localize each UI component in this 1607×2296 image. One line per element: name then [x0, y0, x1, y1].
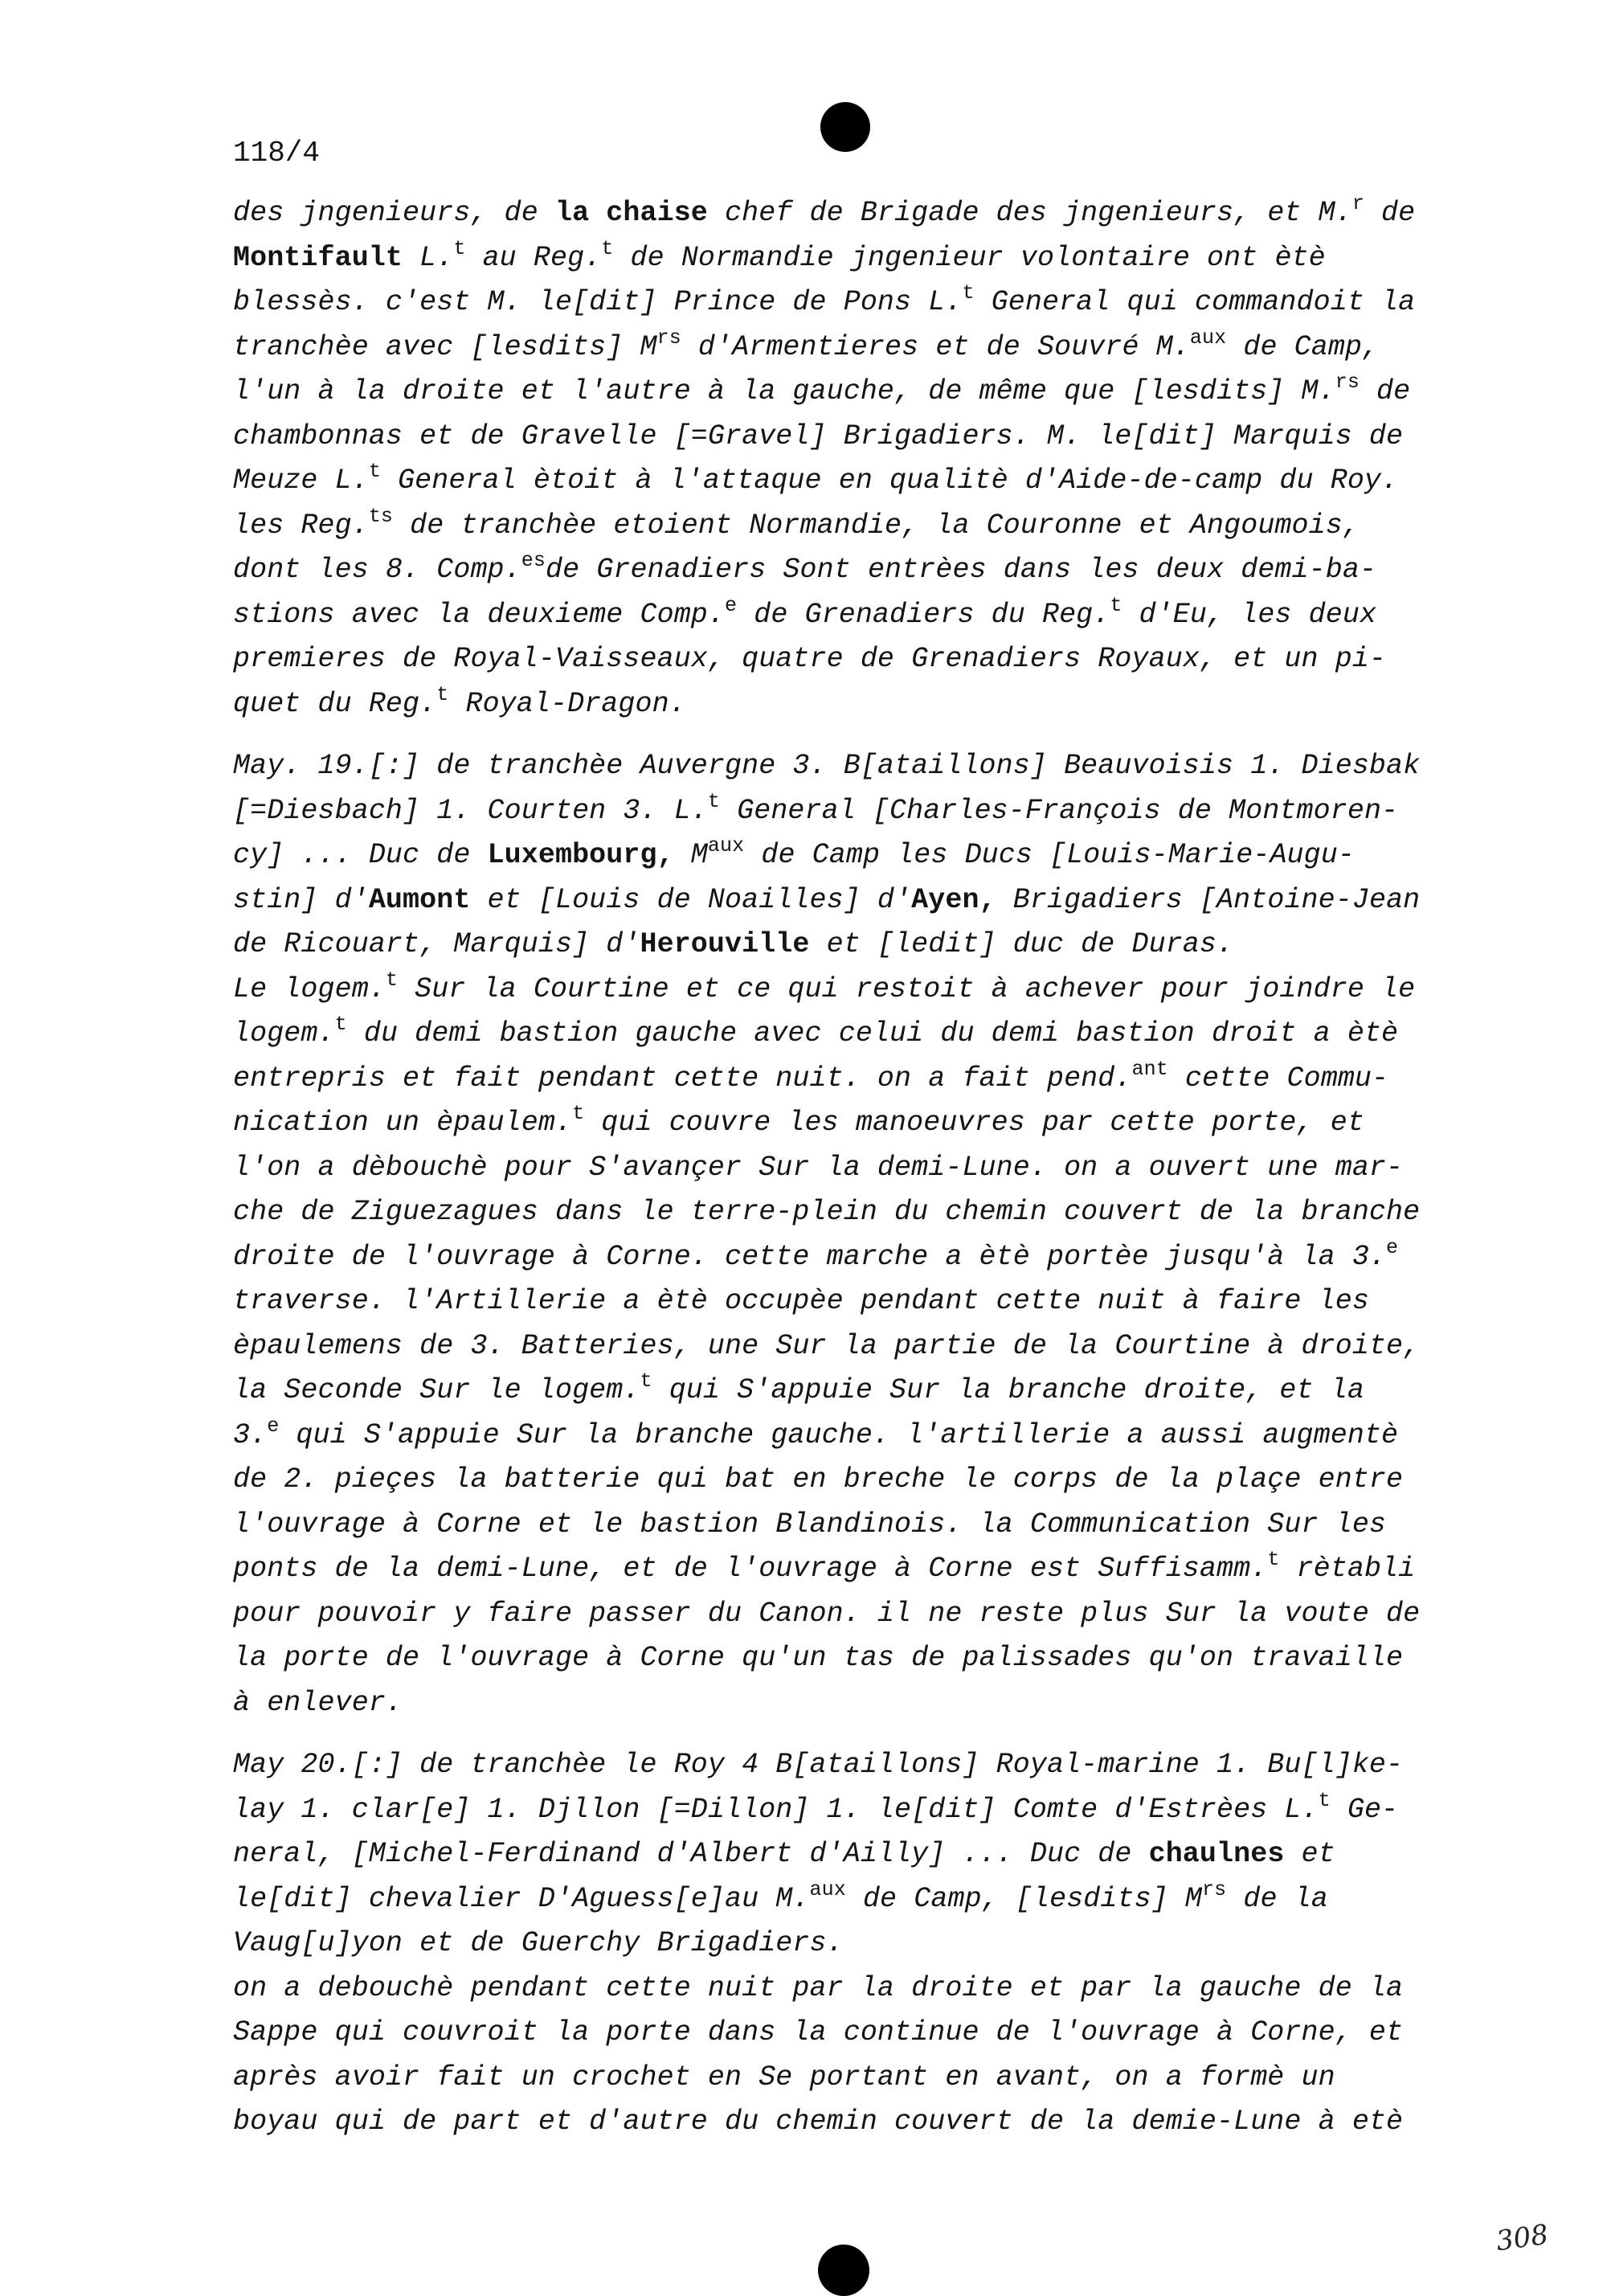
text-run: de Ricouart, Marquis] d' — [233, 928, 640, 960]
text-run: Meuze L. — [233, 465, 369, 497]
text-run: ponts de la demi-Lune, et de l'ouvrage à Corne est Suffisamm. — [233, 1553, 1268, 1585]
text-line — [233, 1146, 1462, 1191]
text-run: lay 1. clar[e] 1. Djllon [=Dillon] 1. le[dit] Comte d'Estrèes L. — [233, 1793, 1319, 1826]
superscript-abbrev: rs — [1335, 370, 1360, 394]
text-run: premieres de Royal-Vaisseaux, quatre de Grenadiers Royaux, et un pi- — [233, 643, 1387, 675]
text-line — [233, 370, 1462, 415]
text-line — [233, 1190, 1462, 1235]
text-line — [233, 1369, 1462, 1414]
text-run: droite de l'ouvrage à Corne. cette marche a ètè portèe jusqu'à la 3. — [233, 1240, 1387, 1273]
text-line — [233, 682, 1462, 727]
superscript-abbrev: t — [334, 1013, 347, 1036]
text-line — [233, 1967, 1462, 2012]
text-run: May 20.[:] de tranchèe le Roy 4 B[ataillons] Royal-marine 1. Bu[l]ke- — [233, 1749, 1404, 1781]
text-run: tranchèe avec [lesdits] M — [233, 330, 657, 363]
text-run: à enlever. — [233, 1686, 403, 1719]
text-line — [233, 1922, 1462, 1967]
text-line — [233, 2011, 1462, 2056]
text-run: et [Louis de Noailles] d' — [470, 883, 912, 916]
text-run: Le logem. — [233, 972, 386, 1005]
text-line — [233, 637, 1462, 682]
text-line — [233, 1832, 1462, 1877]
text-line — [233, 1681, 1462, 1726]
text-run: de tranchèe etoient Normandie, la Couronne et Angoumois, — [393, 509, 1360, 542]
superscript-abbrev: t — [707, 789, 721, 813]
text-run: et — [1284, 1838, 1335, 1870]
text-run: [=Diesbach] 1. Courten 3. L. — [233, 794, 708, 827]
text-run: cette Commu- — [1167, 1062, 1389, 1095]
text-run: L. — [403, 241, 454, 274]
text-run: qui couvre les manoeuvres par cette porte, et — [584, 1107, 1364, 1139]
superscript-abbrev: t — [436, 682, 449, 706]
text-run: General [Charles-François de Montmoren- — [720, 794, 1399, 827]
text-run: et [ledit] duc de Duras. — [809, 928, 1234, 960]
text-run: quet du Reg. — [233, 687, 437, 720]
paragraph — [233, 744, 1462, 1725]
text-run: de Normandie jngenieur volontaire ont ètè — [613, 241, 1326, 274]
text-line — [233, 1235, 1462, 1280]
superscript-abbrev: t — [453, 236, 466, 260]
text-run: de la — [1226, 1882, 1328, 1915]
text-run: de — [1364, 197, 1416, 229]
text-run: nication un èpaulem. — [233, 1107, 573, 1139]
superscript-abbrev: ts — [368, 504, 394, 528]
superscript-abbrev: t — [1318, 1788, 1331, 1812]
text-run: M — [673, 839, 708, 871]
paragraph — [233, 1743, 1462, 2145]
text-run: che de Ziguezagues dans le terre-plein du chemin couvert de la branche — [233, 1196, 1421, 1228]
text-run: on a debouchè pendant cette nuit par la droite et par la gauche de la — [233, 1971, 1404, 2004]
text-run: l'ouvrage à Corne et le bastion Blandinois. la Communication Sur les — [233, 1508, 1387, 1541]
text-line — [233, 833, 1462, 878]
transcription-body — [233, 191, 1462, 2163]
text-line — [233, 459, 1462, 504]
superscript-abbrev: es — [521, 549, 546, 572]
text-run: General qui commandoit la — [974, 286, 1416, 318]
text-run: Sur la Courtine et ce qui restoit à achever pour joindre le — [398, 972, 1416, 1005]
text-line — [233, 236, 1462, 281]
text-run: après avoir fait un crochet en Se portant en avant, on a formè un — [233, 2061, 1335, 2093]
text-line — [233, 1788, 1462, 1833]
text-line — [233, 548, 1462, 593]
superscript-abbrev: e — [1386, 1235, 1399, 1259]
bold-name: Luxembourg, — [487, 839, 674, 871]
superscript-abbrev: t — [1267, 1548, 1280, 1571]
bottom-punch-mark — [818, 2245, 869, 2296]
text-line — [233, 878, 1462, 923]
text-line — [233, 191, 1462, 236]
text-line — [233, 325, 1462, 370]
text-line — [233, 504, 1462, 549]
text-run: de — [1359, 375, 1411, 407]
folio-stamp: 308 — [1494, 2218, 1551, 2258]
superscript-abbrev: rs — [1202, 1877, 1227, 1901]
text-run: qui S'appuie Sur la branche gauche. l'artillerie a aussi augmentè — [279, 1418, 1399, 1451]
text-run: Vaug[u]yon et de Guerchy Brigadiers. — [233, 1927, 844, 1959]
superscript-abbrev: aux — [809, 1877, 846, 1901]
text-line — [233, 789, 1462, 834]
text-run: General ètoit à l'attaque en qualitè d'Aide-de-camp du Roy. — [380, 465, 1399, 497]
text-run: stin] d' — [233, 883, 369, 916]
paragraph — [233, 191, 1462, 726]
text-run: la Seconde Sur le logem. — [233, 1374, 640, 1406]
text-line — [233, 280, 1462, 325]
text-line — [233, 1636, 1462, 1681]
bold-name: la chaise — [554, 197, 708, 229]
text-run: d'Eu, les deux — [1122, 598, 1377, 631]
text-run: de Camp les Ducs [Louis-Marie-Augu- — [744, 839, 1355, 871]
superscript-abbrev: ant — [1131, 1057, 1168, 1081]
text-line — [233, 1414, 1462, 1459]
text-run: Ge- — [1330, 1793, 1399, 1826]
text-line — [233, 1503, 1462, 1548]
punch-hole-mark — [820, 102, 870, 152]
text-run: pour pouvoir y faire passer du Canon. il ne reste plus Sur la voute de — [233, 1597, 1421, 1630]
superscript-abbrev: t — [640, 1369, 652, 1393]
superscript-abbrev: aux — [707, 834, 745, 857]
text-run: qui S'appuie Sur la branche droite, et la — [652, 1374, 1364, 1406]
text-run: dont les 8. Comp. — [233, 554, 521, 586]
bold-name: Herouville — [640, 928, 810, 960]
text-run: du demi bastion gauche avec celui du demi bastion droit a ètè — [346, 1017, 1399, 1050]
superscript-abbrev: r — [1351, 192, 1364, 215]
text-run: des jngenieurs, de — [233, 197, 555, 229]
text-line — [233, 1877, 1462, 1922]
page-number: 118/4 — [233, 137, 321, 170]
text-run: la porte de l'ouvrage à Corne qu'un tas de palissades qu'on travaille — [233, 1642, 1404, 1674]
text-line — [233, 593, 1462, 638]
text-run: blessès. c'est M. le[dit] Prince de Pons L. — [233, 286, 963, 318]
superscript-abbrev: t — [601, 236, 614, 260]
text-run: Sappe qui couvroit la porte dans la continue de l'ouvrage à Corne, et — [233, 2016, 1404, 2048]
text-run: logem. — [233, 1017, 335, 1050]
text-run: les Reg. — [233, 509, 369, 542]
text-line — [233, 1592, 1462, 1637]
text-run: l'un à la droite et l'autre à la gauche, de même que [lesdits] M. — [233, 375, 1335, 407]
superscript-abbrev: t — [1110, 593, 1122, 617]
text-run: de Camp, [lesdits] M — [845, 1882, 1203, 1915]
text-run: May. 19.[:] de tranchèe Auvergne 3. B[ataillons] Beauvoisis 1. Diesbak — [233, 750, 1421, 782]
text-line — [233, 1547, 1462, 1592]
text-line — [233, 2100, 1462, 2145]
text-run: rètabli — [1279, 1553, 1416, 1585]
text-line — [233, 1324, 1462, 1369]
text-run: chef de Brigade des jngenieurs, et M. — [707, 197, 1352, 229]
bold-name: Montifault — [233, 241, 403, 274]
text-line — [233, 1279, 1462, 1324]
text-run: Royal-Dragon. — [448, 687, 686, 720]
text-run: entrepris et fait pendant cette nuit. on a fait pend. — [233, 1062, 1132, 1095]
text-run: de Camp, — [1226, 330, 1380, 363]
text-run: traverse. l'Artillerie a ètè occupèe pendant cette nuit à faire les — [233, 1285, 1369, 1317]
text-line — [233, 923, 1462, 968]
text-run: cy] ... Duc de — [233, 839, 488, 871]
superscript-abbrev: aux — [1189, 325, 1227, 350]
bold-name: Aumont — [368, 883, 471, 916]
text-run: stions avec la deuxieme Comp. — [233, 598, 725, 631]
superscript-abbrev: t — [572, 1102, 585, 1125]
superscript-abbrev: rs — [656, 325, 681, 350]
text-line — [233, 2056, 1462, 2101]
bold-name: chaulnes — [1148, 1838, 1285, 1870]
superscript-abbrev: t — [962, 281, 975, 305]
text-line — [233, 415, 1462, 460]
text-run: neral, [Michel-Ferdinand d'Albert d'Ailly] ... Duc de — [233, 1838, 1149, 1870]
text-run: 3. — [233, 1418, 268, 1451]
text-run: de Grenadiers du Reg. — [737, 598, 1110, 631]
text-run: chambonnas et de Gravelle [=Gravel] Brigadiers. M. le[dit] Marquis de — [233, 420, 1404, 452]
superscript-abbrev: e — [267, 1414, 280, 1438]
text-run: de Grenadiers Sont entrèes dans les deux demi-ba- — [545, 554, 1377, 586]
text-run: boyau qui de part et d'autre du chemin couvert de la demie-Lune à etè — [233, 2106, 1404, 2138]
text-line — [233, 744, 1462, 789]
superscript-abbrev: t — [385, 968, 399, 992]
bold-name: Ayen, — [911, 883, 996, 916]
superscript-abbrev: e — [725, 593, 738, 617]
text-run: Brigadiers [Antoine-Jean — [996, 883, 1421, 916]
text-line — [233, 1057, 1462, 1102]
text-run: d'Armentieres et de Souvré M. — [681, 330, 1190, 363]
superscript-abbrev: t — [368, 460, 381, 483]
text-line — [233, 1458, 1462, 1503]
text-line — [233, 1012, 1462, 1057]
text-run: au Reg. — [465, 241, 602, 274]
text-line — [233, 968, 1462, 1013]
text-run: de 2. pieçes la batterie qui bat en breche le corps de la plaçe entre — [233, 1463, 1404, 1496]
text-run: le[dit] chevalier D'Aguess[e]au M. — [233, 1882, 810, 1915]
text-line — [233, 1101, 1462, 1146]
text-run: l'on a dèbouchè pour S'avançer Sur la demi-Lune. on a ouvert une mar- — [233, 1151, 1404, 1184]
text-line — [233, 1743, 1462, 1788]
text-run: èpaulemens de 3. Batteries, une Sur la partie de la Courtine à droite, — [233, 1329, 1421, 1362]
